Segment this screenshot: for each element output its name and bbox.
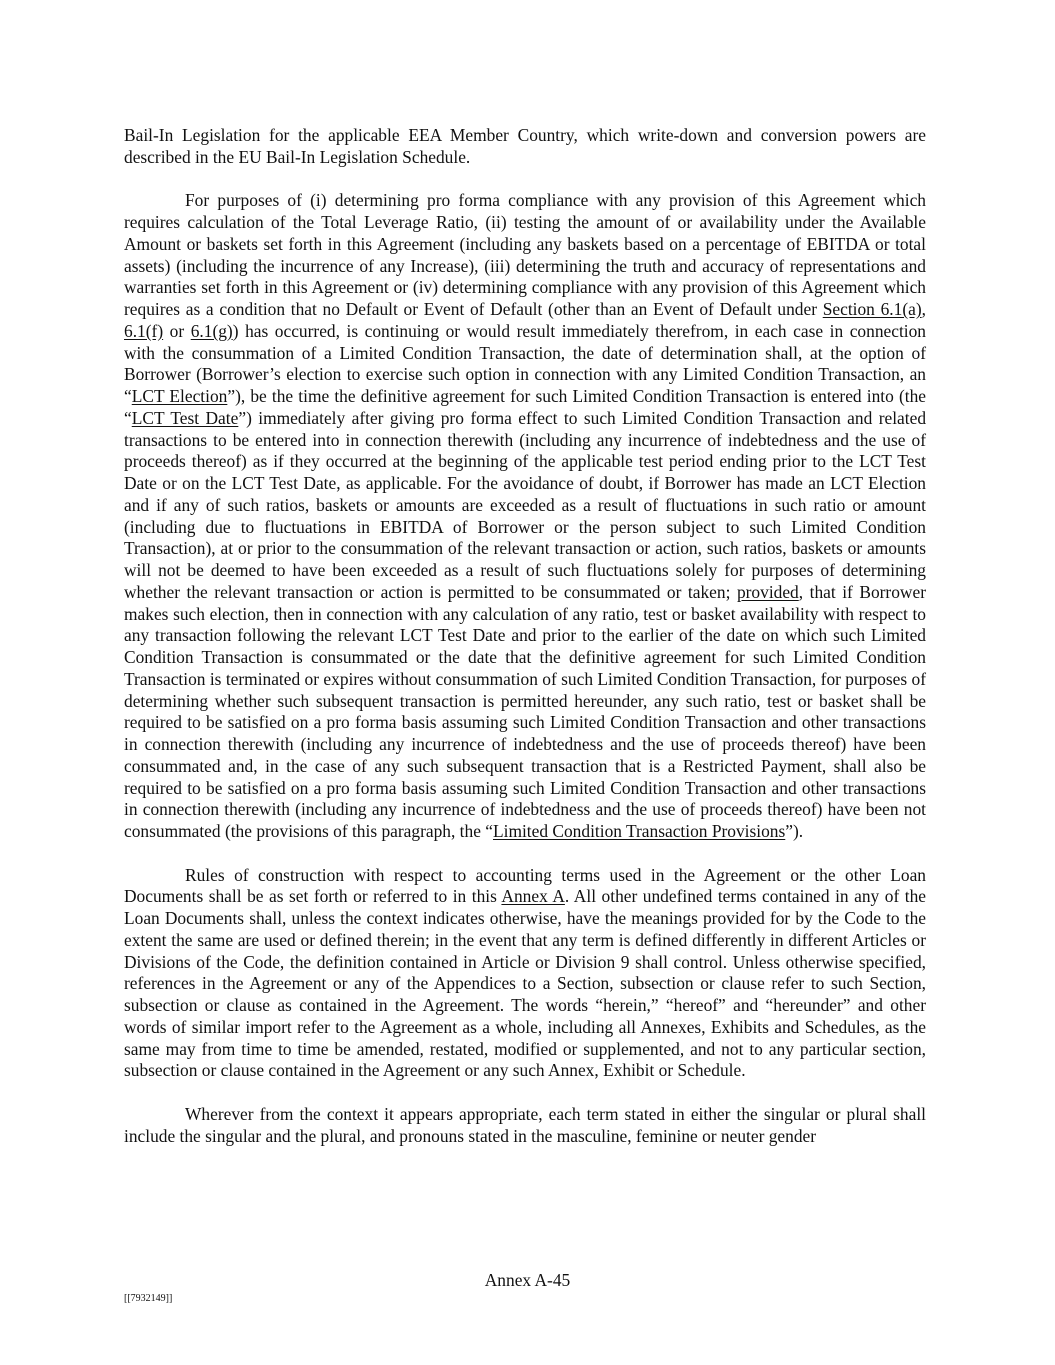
- paragraph: [124, 125, 926, 169]
- defined-term-reference: provided: [736, 581, 799, 602]
- defined-term-reference: LCT Election: [131, 386, 228, 406]
- defined-term-reference: Annex A: [501, 886, 565, 907]
- paragraph: [124, 865, 926, 1083]
- defined-term-reference: LCT Test Date: [131, 407, 239, 428]
- paragraph-text: For purposes of (i) determining pro forma compliance with any provision of this Agreement which requires calculation of the Total Leverage Ratio, (ii) testing the amount of or availability under the Available Amount or baskets set forth in this Agreement (including any baskets based on a percentage of EBITDA or total assets) (including the incurrence of any Increase), (iii) determining the truth and accuracy of representations and warranties set forth in this Agreement or (iv) determining compliance with any provision of this Agreement which requires as a condition that no Default or Event of Default (other than an Event of Default under: [124, 190, 926, 319]
- paragraph-text: Bail-In Legislation for the applicable EEA Member Country, which write-down and conversion powers are described in the EU Bail-In Legislation Schedule.: [124, 125, 926, 167]
- document-body: [124, 125, 926, 1169]
- paragraph-text: ”) immediately after giving pro forma effect to such Limited Condition Transaction and related transactions to be entered into in connection therewith (including any incurrence of indebtedness and the use of proceeds thereof) as if they occurred at the beginning of the applicable test period ending prior to the LCT Test Date or on the LCT Test Date, as applicable. For the avoidance of doubt, if Borrower has made an LCT Election and if any of such ratios, baskets or amounts are exceeded as a result of fluctuations in such ratio or amount (including due to fluctuations in EBITDA of Borrower or the person subject to such Limited Condition Transaction), at or prior to the consummation of the relevant transaction or action, such ratios, baskets or amounts will not be deemed to have been exceeded as a result of such fluctuations solely for purposes of determining whether the relevant transaction or action is permitted to be consummated or taken;: [124, 407, 927, 602]
- paragraph-text: ”).: [785, 821, 804, 841]
- paragraph-text: . All other undefined terms contained in any of the Loan Documents shall, unless the context indicates otherwise, have the meanings provided for by the Code to the extent the same are used or defined therein; in the event that any term is defined differently in different Articles or Divisions of the Code, the definition contained in Article or Division 9 shall control. Unless otherwise specified, references in the Agreement or any of the Appendices to a Section, subsection or clause refer to such Section, subsection or clause as contained in the Agreement. The words “herein,” “hereof” and “hereunder” and other words of similar import refer to the Agreement as a whole, including all Annexes, Exhibits and Schedules, as the same may from time to time be amended, restated, modified or supplemented, and not to any particular section, subsection or clause contained in the Agreement or any such Annex, Exhibit or Schedule.: [124, 886, 926, 1081]
- paragraph-text: Wherever from the context it appears appropriate, each term stated in either the singular or plural shall include the singular and the plural, and pronouns stated in the masculine, feminine or neuter gender: [124, 1103, 926, 1146]
- paragraph-text: ”), be the time the definitive agreement for such Limited Condition Transaction is entered into (the “: [124, 386, 926, 428]
- paragraph-text: ,: [921, 299, 926, 319]
- defined-term-reference: Section 6.1(a): [822, 299, 922, 319]
- defined-term-reference: Limited Condition Transaction Provisions: [492, 821, 786, 841]
- paragraph-text: ) has occurred, is continuing or would result immediately therefrom, in each case in connection with the consummation of a Limited Condition Transaction, the date of determination shall, at the option of Borrower (Borrower’s election to exercise such option in connection with any Limited Condition Transaction, an “: [124, 320, 927, 406]
- defined-term-reference: 6.1(f): [124, 320, 164, 341]
- paragraph-text: or: [163, 320, 191, 341]
- paragraph-text: , that if Borrower makes such election, then in connection with any calculation of any ratio, test or basket availability with respect to any transaction following the relevant LCT Test Date and prior to the earlier of the date on which such Limited Condition Transaction is consummated or the date that the definitive agreement for such Limited Condition Transaction is terminated or expires without consummation of such Limited Condition Transaction, for purposes of determining whether such subsequent transaction is permitted hereunder, any such ratio, test or basket shall be required to be satisfied on a pro forma basis assuming such Limited Condition Transaction and other transactions in connection therewith (including any incurrence of indebtedness and the use of proceeds thereof) have been consummated and, in the case of any such subsequent transaction that is a Restricted Payment, shall also be required to be satisfied on a pro forma basis assuming such Limited Condition Transaction and other transactions in connection therewith (including any incurrence of indebtedness and the use of proceeds thereof) have been not consummated (the provisions of this paragraph, the “: [124, 581, 926, 841]
- document-id: [[7932149]]: [124, 1293, 173, 1304]
- paragraph-text: Rules of construction with respect to accounting terms used in the Agreement or the other Loan Documents shall be as set forth or referred to in this: [124, 864, 926, 907]
- paragraph: [124, 190, 926, 843]
- paragraph: [124, 1104, 926, 1148]
- page-number: Annex A-45: [484, 1270, 571, 1290]
- defined-term-reference: 6.1(g): [190, 320, 233, 341]
